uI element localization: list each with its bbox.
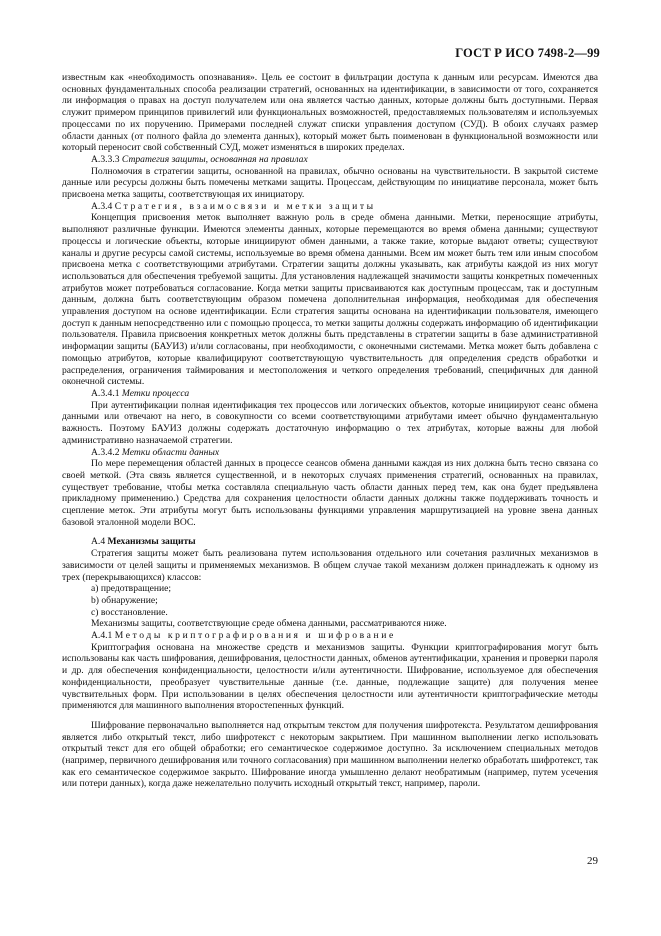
list-item: b) обнаружение; xyxy=(91,594,158,606)
paragraph: По мере перемещения областей данных в процессе сеансов обмена данными каждая из них должна быть тесно связана со своей меткой. (Эта связь является существенной, и в некоторых случаях применения стратегий, основанных на правилах, существует требование, чтобы метка составляла специальную часть области данных перед тем, как она будет предъявлена прикладному применению.) Средства для сохранения целостности области данных должны также поддерживать точность и сцепление меток. Эти атрибуты могут быть использованы функциями управления маршрутизацией на уровне звена данных базовой эталонной модели ВОС. xyxy=(62,458,598,528)
section-heading-a333 xyxy=(62,154,598,166)
page-number: 29 xyxy=(587,855,598,867)
section-number: А.4.1 xyxy=(91,630,113,642)
paragraph: Полномочия в стратегии защиты, основанной на правилах, обычно основаны на чувствительности. В закрытой системе данные или ресурсы должны быть помечены метками защиты. Процессам, действующим по инициативе персонала, может быть присвоена метка защиты, соответствующая их инициатору. xyxy=(62,165,598,201)
paragraph: Концепция присвоения меток выполняет важную роль в среде обмена данными. Метки, переносящие атрибуты, выполняют различные функции. Имеются элементы данных, которые перемещаются во время обмена данными; существуют процессы и логические объекты, которые инициируют обмен данными, а также такие, которые выдают ответы; существуют каналы и другие ресурсы самой системы, используемые во время обмена данными. Всем им может быть тем или иным способом присвоена метка с соответствующими атрибутами. Стратегии защиты должны указывать, как атрибуты каждой из них могут использоваться для обеспечения требуемой защиты. Для установления надлежащей значимости защиты конкретных помеченных атрибутов может потребоваться согласование. Когда метки защиты присваиваются как доступным процессам, так и доступным данным, должна быть соответствующим образом помечена дополнительная информация, необходимая для обеспечения управления доступом на основе идентификации. Если стратегия защиты основана на идентификации пользователя, имеющего доступ к данным непосредственно или с помощью процесса, то метки защиты должны содержать информацию об идентификации пользователя. Правила присвоения конкретных меток должны быть представлены в стратегии защиты в базе административной информации защиты (БАУИЗ) и/или согласованы, при необходимости, с оконечными системами. Метка может быть добавлена с помощью атрибутов, которые квалифицируют соответствующую чувствительность для определения средств обработки и распределения, ограничения таймирования и местоположения и четкого определения требований, специфичных для данной оконечной системы. xyxy=(62,212,598,388)
section-number: А.3.3.3 xyxy=(91,153,120,165)
section-title: Метки процесса xyxy=(121,387,190,399)
paragraph: Стратегия защиты может быть реализована путем использования отдельного или сочетания различных механизмов в зависимости от целей защиты и применяемых механизмов. В общем случае такой механизм должен принадлежать к одному из трех (перекрывающихся) классов: xyxy=(62,548,598,583)
section-heading-a3341 xyxy=(62,388,598,400)
section-heading-a334 xyxy=(62,201,598,213)
section-number: А.4 xyxy=(91,536,106,548)
section-heading-a4 xyxy=(62,536,598,548)
list-item: с) восстановление. xyxy=(91,606,168,618)
section-number: А.3.4.2 xyxy=(91,446,120,458)
section-number: А.3.4.1 xyxy=(91,387,120,399)
section-heading-a41 xyxy=(62,630,598,642)
paragraph: Механизмы защиты, соответствующие среде обмена данными, рассматриваются ниже. xyxy=(91,618,447,630)
list-item: а) предотвращение; xyxy=(91,583,172,595)
section-number: А.3.4 xyxy=(91,200,113,212)
paragraph: известным как «необходимость опознавания». Цель ее состоит в фильтрации доступа к данным или ресурсам. Имеются два основных фундаментальных способа реализации стратегий, основанных на идентификации, в зависимости от того, сохраняется ли информация о правах на доступ получателем или она является частью данных, которые должны быть доступными. Первая служит примером принципов привилегий или функциональных возможностей, предоставляемых пользователям и используемых процессами по их поручению. Примерами последней служат списки управления доступом (СУД). В обоих случаях размер области данных (от полного файла до элемента данных), который может быть поименован в функциональной возможности или который переносит свой собственный СУД, может изменяться в широких пределах. xyxy=(62,72,598,154)
section-title: Методы криптографирования и шифрование xyxy=(114,630,396,642)
paragraph: Шифрование первоначально выполняется над открытым текстом для получения шифротекста. Результатом дешифрования является либо открытый текст, либо шифротекст с некоторым закрытием. При машинном выполнении легко использовать открытый текст для его общей обработки; его семантическое содержимое доступно. За исключением специальных методов (например, первичного дешифрования или точного согласования) при машинном выполнении нелегко обработать шифротекст, так как его семантическое содержимое закрыто. Шифрование иногда умышленно делают необратимым (например, путем усечения или потери данных), когда даже нежелательно получить исходный открытый текст, например, пароли. xyxy=(62,719,598,790)
section-title: Стратегия защиты, основанная на правилах xyxy=(121,153,308,165)
section-title: Механизмы защиты xyxy=(107,536,196,548)
paragraph: При аутентификации полная идентификация тех процессов или логических объектов, которые инициируют сеанс обмена данными или отвечают на него, в совокупности со всеми соответствующими атрибутами имеет обычно фундаментальную важность. Поэтому БАУИЗ должны содержать достаточную информацию о тех атрибутах, которые важны для любой административно назначаемой стратегии. xyxy=(62,399,598,446)
page-content xyxy=(62,72,598,790)
paragraph: Криптография основана на множестве средств и механизмов защиты. Функции криптографирования могут быть использованы как часть шифрования, дешифрования, целостности данных, обменов аутентификации, хранения и проверки пароля и др. для обеспечения конфиденциальности, целостности и/или аутентичности. Шифрование, используемое для обеспечения конфиденциальности, преобразует чувствительные данные (т.е. данные, подлежащие защите) для получения менее чувствительных форм. При использовании в целях обеспечения целостности или аутентичности криптографические методы применяются для машинного выполнения второстепенных функций. xyxy=(62,641,598,712)
section-title: Метки области данных xyxy=(121,446,220,458)
section-heading-a3342 xyxy=(62,447,598,459)
section-title: Стратегия, взаимосвязи и метки защиты xyxy=(114,200,376,212)
standard-header: ГОСТ Р ИСО 7498-2—99 xyxy=(455,46,600,60)
